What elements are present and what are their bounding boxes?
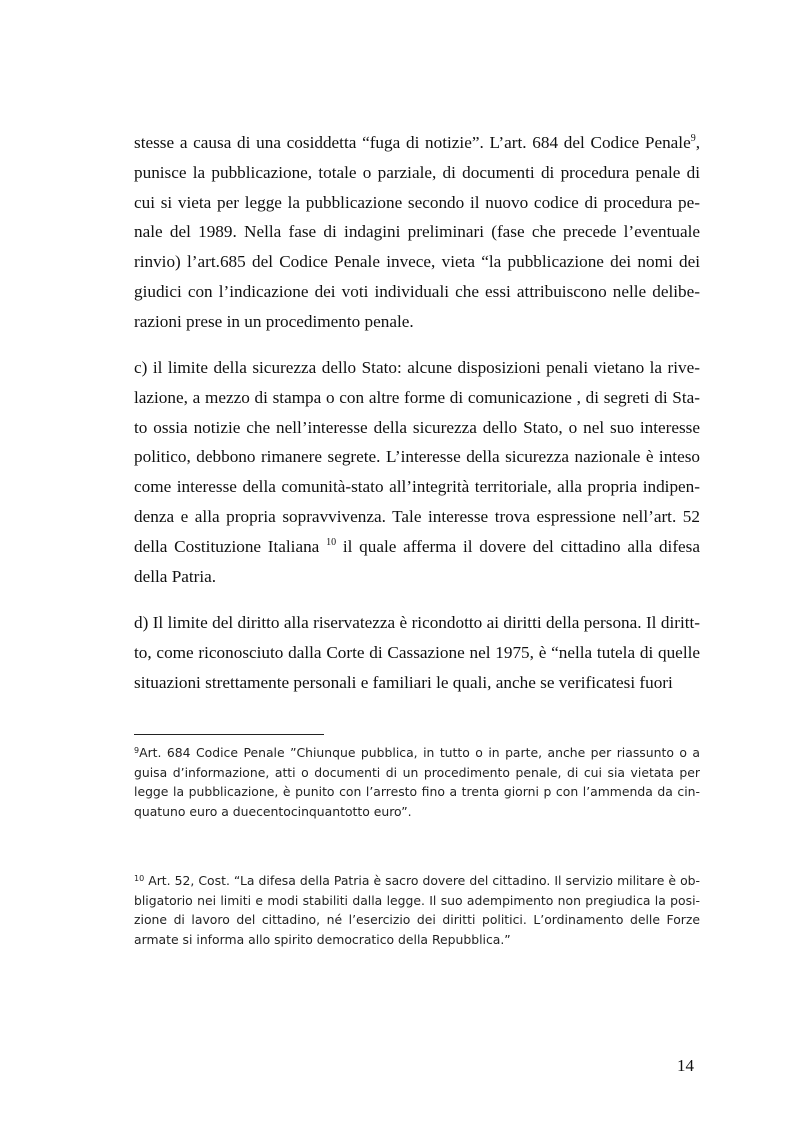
text-line: stesse a causa di una cosiddetta “fuga di notizie”. L’art. 684 del Codice Penale$^9$, [134,133,700,152]
footnote-reference: 10 [326,536,337,548]
footnote-9 [134,743,700,821]
text-line: $^9$Art. 684 Codice Penale ”Chiunque pubblica, in tutto o in parte, anche per riassunto o a [134,745,700,760]
text-line: c) il limite della sicurezza dello Stato: alcune disposizioni penali vietano la rive- [134,358,700,377]
text-line: guisa d’informazione, atti o documenti di un procedimento penale, di cui sia vietata per [134,764,700,780]
text-line: cui si vieta per legge la pubblicazione secondo il nuovo codice di procedura pe- [134,192,700,212]
text-line: razioni prese in un procedimento penale. [134,311,414,331]
text-line: rinvio) l’art.685 del Codice Penale invece, vieta “la pubblicazione dei nomi dei [134,252,700,272]
footnote-marker: 9 [134,746,140,755]
text-line: punisce la pubblicazione, totale o parziale, di documenti di procedura penale di [134,162,700,182]
text-line: lazione, a mezzo di stampa o con altre forme di comunicazione , di segreti di Sta- [134,387,700,407]
footnote-marker: 10 [134,874,145,883]
text-line: armate si informa allo spirito democratico della Repubblica.” [134,931,511,947]
text-line: denza e alla propria sopravvivenza. Tale interesse trova espressione nell’art. 52 [134,506,700,526]
text-line: politico, debbono rimanere segrete. L’interesse della sicurezza nazionale è inteso [134,447,700,467]
text-line: to, come riconosciuto dalla Corte di Cassazione nel 1975, è “nella tutela di quelle [134,642,700,662]
text-line: bligatorio nei limiti e modi stabiliti dalla legge. Il suo adempimento non pregiudica la posi- [134,892,700,908]
text-line: $^{10}$ Art. 52, Cost. “La difesa della Patria è sacro dovere del cittadino. Il servizio militare è ob- [134,873,700,888]
paragraph-riservatezza [134,608,700,697]
text-line: situazioni strettamente personali e familiari le quali, anche se verificatesi fuori [134,672,673,692]
text-line: d) Il limite del diritto alla riservatezza è ricondotto ai diritti della persona. Il diritt- [134,613,700,632]
text-line: legge la pubblicazione, è punito con l’arresto fino a trenta giorni p con l’ammenda da cin- [134,784,700,800]
text-line: giudici con l’indicazione dei voti individuali che essi attribuiscono nelle delibe- [134,281,700,301]
paragraph-fuga-di-notizie [134,128,700,337]
text-line: della Patria. [134,566,217,586]
text-line: to ossia notizie che nell’interesse della sicurezza dello Stato, o nel suo interesse [134,417,700,437]
text-line: quatuno euro a duecentocinquantotto euro”. [134,803,412,819]
footnote-10 [134,871,700,949]
footnote-reference: 9 [690,133,696,144]
text-line: nale del 1989. Nella fase di indagini preliminari (fase che precede l’eventuale [134,222,700,242]
text-line: della Costituzione Italiana $^{10}$ il quale afferma il dovere del cittadino alla difesa [134,536,700,556]
page-number: 14 [677,1056,694,1075]
paragraph-sicurezza-stato [134,353,700,591]
text-line: come interesse della comunità-stato all’integrità territoriale, alla propria indipen- [134,477,700,497]
text-line: zione di lavoro del cittadino, né l’esercizio dei diritti politici. L’ordinamento delle Forze [134,912,700,928]
footnote-separator [134,734,324,735]
